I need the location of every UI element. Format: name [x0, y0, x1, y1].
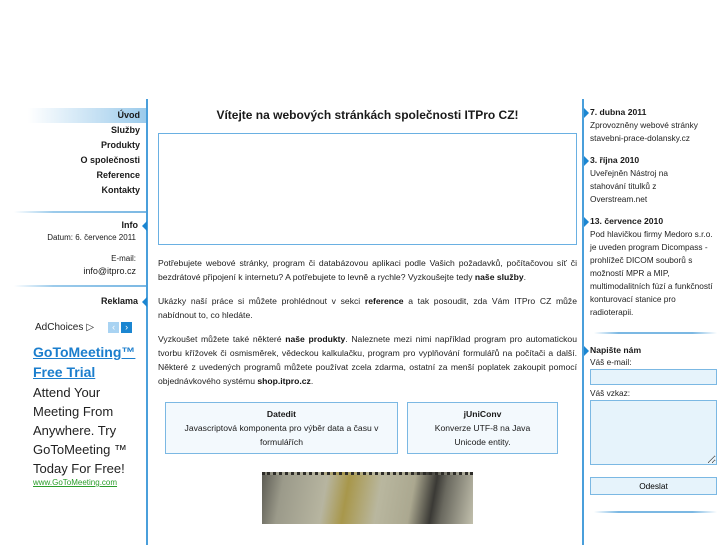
news-date — [590, 215, 727, 228]
info-section — [0, 220, 146, 277]
product-desc: Javascriptová komponenta pro výběr data a času v formulářích — [184, 423, 379, 447]
text: . — [523, 272, 527, 282]
ad-body: Attend Your Meeting From Anywhere. Try GoToMeeting ™ Today For Free! — [33, 385, 127, 476]
message-field[interactable] — [590, 400, 717, 465]
left-column-divider — [146, 99, 148, 545]
adchoices-bar — [35, 322, 146, 333]
current-date: Datum: 6. července 2011 — [47, 233, 136, 242]
divider — [14, 285, 146, 287]
news-text: Uveřejněn Nástroj na stahování titulků z Overstream.net — [590, 168, 668, 204]
ads-section — [0, 296, 146, 487]
product-name: Datedit — [266, 409, 297, 419]
divider — [594, 511, 717, 513]
nav-item-uvod[interactable]: Úvod — [28, 108, 146, 123]
news-date — [590, 106, 727, 119]
triangle-right-icon — [584, 108, 589, 118]
ad-title-line2: Free Trial — [33, 364, 96, 380]
nav-item-reference[interactable]: Reference — [96, 170, 140, 180]
triangle-left-icon — [142, 297, 147, 307]
info-heading — [0, 220, 146, 230]
product-box-juniconv[interactable] — [407, 402, 558, 454]
send-button[interactable]: Odeslat — [590, 477, 717, 495]
ad-url-link[interactable]: www.GoToMeeting.com — [33, 478, 118, 487]
contact-form-heading-label: Napište nám — [590, 345, 642, 355]
decorative-photo — [262, 472, 473, 524]
product-box-datedit[interactable] — [165, 402, 398, 454]
nav-item-sluzby[interactable]: Služby — [110, 125, 140, 135]
contact-form-heading — [590, 344, 727, 356]
products-paragraph — [158, 332, 577, 388]
chevron-left-icon[interactable]: ‹ — [108, 322, 119, 333]
ad-title-line1: GoToMeeting™ — [33, 344, 136, 360]
right-sidebar — [584, 99, 727, 513]
text: Potřebujete webové stránky, program či databázovou aplikaci podle Vašich požadavků, počítačovou síť či bezdrátové připojení k internetu? A potřebujete to levně a rychle? Vyzkoušejte tedy — [158, 258, 577, 282]
reference-paragraph — [158, 294, 577, 322]
product-name: jUniConv — [463, 409, 502, 419]
intro-paragraph — [158, 256, 577, 284]
main-navigation — [0, 108, 146, 198]
shop-link[interactable]: shop.itpro.cz — [257, 376, 311, 386]
news-list — [584, 99, 727, 319]
triangle-right-icon — [584, 346, 589, 356]
news-item — [590, 154, 727, 206]
ad-block — [33, 342, 143, 487]
news-date-label: 13. července 2010 — [590, 216, 664, 226]
news-text: Zprovozněny webové stránky stavebni-prace-dolansky.cz — [590, 120, 698, 143]
text: a tak posoudit, zda Vám ITPro CZ může nabídnout to, co hledáte. — [158, 296, 577, 320]
nav-item-kontakty[interactable]: Kontakty — [101, 185, 140, 195]
email-field-label: Váš e-mail: — [590, 357, 632, 367]
news-item — [590, 106, 727, 145]
contact-form — [584, 334, 727, 495]
news-date — [590, 154, 727, 167]
text: Vyzkoušet můžete také některé — [158, 334, 286, 344]
services-link[interactable]: naše služby — [474, 272, 524, 282]
text: . — [310, 376, 314, 386]
chevron-right-icon[interactable]: › — [121, 322, 132, 333]
divider — [14, 211, 146, 213]
product-boxes — [158, 402, 577, 454]
main-content — [158, 99, 577, 524]
triangle-right-icon — [584, 217, 589, 227]
triangle-right-icon — [584, 156, 589, 166]
banner-placeholder — [158, 133, 577, 245]
ads-heading — [0, 296, 146, 306]
page-title: Vítejte na webových stránkách společnosti ITPro CZ! — [216, 108, 519, 122]
news-date-label: 7. dubna 2011 — [590, 107, 647, 117]
adchoices-icon[interactable]: ▷ — [86, 322, 95, 333]
triangle-left-icon — [142, 221, 147, 231]
news-item — [590, 215, 727, 319]
news-date-label: 3. října 2010 — [590, 155, 640, 165]
email-link[interactable]: info@itpro.cz — [83, 266, 136, 276]
email-field[interactable] — [590, 369, 717, 385]
ads-heading-label: Reklama — [100, 296, 138, 306]
text: . Naleznete mezi nimi například program pro automatickou tvorbu křížovek či osmisměrek, vědeckou kalkulačku, program pro vyplňování formulářů na počítači a další. Některé z uvedených programů můžete používat zcela zdarma, ostatní za menší poplatek zakoupit pomocí objednávkového systému — [158, 334, 577, 386]
info-heading-label: Info — [121, 220, 138, 230]
nav-item-produkty[interactable]: Produkty — [100, 140, 140, 150]
products-link[interactable]: naše produkty — [285, 334, 346, 344]
news-text: Pod hlavičkou firmy Medoro s.r.o. je uveden program Dicompass - prohlížeč DICOM souborů s možností MPR a MIP, multimodalitních fúzí a funkčností konturovací stanice pro radioterapii. — [590, 229, 713, 317]
left-sidebar — [0, 99, 146, 487]
adchoices-label[interactable]: AdChoices — [35, 322, 84, 333]
email-label: E-mail: — [111, 254, 136, 263]
nav-item-o-spolecnosti[interactable]: O společnosti — [80, 155, 140, 165]
reference-link[interactable]: reference — [364, 296, 404, 306]
text: Ukázky naší práce si můžete prohlédnout v sekci — [158, 296, 365, 306]
message-field-label: Váš vzkaz: — [590, 388, 631, 398]
product-desc: Konverze UTF-8 na Java Unicode entity. — [434, 423, 531, 447]
ad-nav-arrows — [108, 322, 132, 333]
ad-title-link[interactable] — [33, 342, 143, 382]
